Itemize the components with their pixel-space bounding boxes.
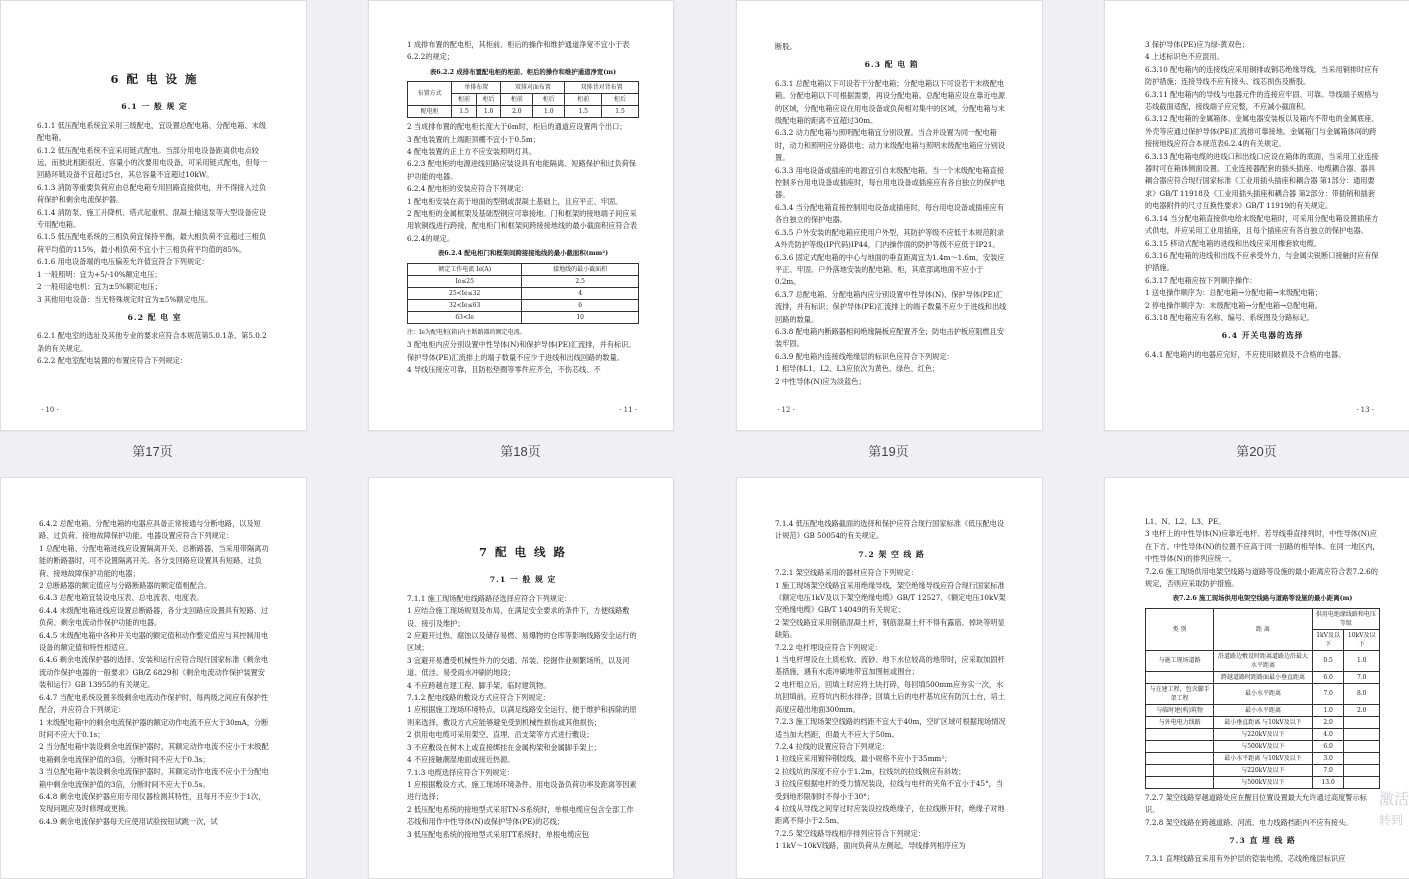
page-number: · 12 · [777,406,795,414]
table-header: 双排对面布置 [501,82,565,94]
section-title: 7.2 架 空 线 路 [858,549,925,559]
activation-watermark [1379,790,1409,830]
text-line: 6.4.8 剩余电流保护器应用专用仪器检测其特性，且每月不应少于1次，发现问题应及时修理或更换。 [39,791,266,814]
text-line: 2 拉线坑的深度不应小于1.2m，拉线坑的拉线侧应有斜坡； [775,766,966,776]
text-line: 6.3.8 配电箱内断路器相间绝缘隔板应配置齐全；防电击护板应阻燃且安装牢固。 [775,326,1005,349]
text-line: 3 不应敷设在树木上或直接绑挂在金属构架和金属脚手架上； [407,742,601,752]
text-line: 3 当总配电箱中装设剩余电流保护器时，其额定动作电流不应小于分配电箱中剩余电流保护值的3倍，分断时间不应大于0.5s。 [39,767,269,789]
text-line: 6.3.18 配电箱应有名称、编号、系统图及分路标记。 [1145,312,1314,322]
table-cell: 10 [522,311,639,323]
table-cell [1344,776,1380,788]
table-cell: 13.0 [1312,776,1344,788]
data-table [407,81,639,118]
table-cell: 2.0 [1312,716,1344,728]
table-cell: 1.0 [1344,650,1380,671]
text-line: 4 拉线从导线之间穿过时应装设拉线绝缘子，在拉线断开时，绝缘子对地距离不得小于2.5m。 [775,803,1005,826]
text-line: 2 配电柜的金属框架及基础型钢应可靠接地。门和框架的接地端子间应采用软铜线进行跨接，配电柜门和框架间跨接接地线的最小截面积应符合表6.2.4的规定。 [407,209,638,243]
table-header: 类 别 [1146,608,1214,650]
text-line: 2 供用电电缆可采用架空、直埋、沿支架等方式进行敷设； [407,730,594,740]
table-header: 柜前 [501,94,533,106]
text-line: 3 拉线应根据电杆的受力情况装设，拉线与电杆的夹角不宜小于45°，当受到地形限制时不得小于30°； [775,779,1004,801]
section-title: 7.3 直 埋 线 路 [1229,836,1296,846]
text-line: 6.3.17 配电箱应按下列顺序操作： [1145,275,1257,285]
data-table [407,263,639,324]
text-line: 3 电杆上的中性导体(N)应靠近电杆。若导线垂直排列时，中性导体(N)应在下方。中性导体(N)的位置不应高于同一回路的相导体。在同一地区内，中性导体(N)的排列应统一。 [1145,529,1380,564]
watermark-line: 激活 [1378,791,1409,808]
text-line: 6.1.2 低压配电系统不宜采用链式配电。当部分用电设备距离供电点较远，而彼此相距很近、容量小的次要用电设备，可采用链式配电，但每一回路环链设备不宜超过5台，其总容量不宜超过10kW。 [37,145,268,180]
table-cell [1146,764,1214,776]
text-line: 6.3.5 户外安装的配电箱应使用户外型，其防护等级不应低于本规范附录A外壳防护等级(IP代码)IP44，门内操作面的防护等级不应低于IP21。 [775,227,1005,250]
table-header: 布置方式 [408,82,452,106]
table-cell [1146,671,1214,683]
table-header: 柜前 [565,94,602,106]
text-line: 2 当成排布置的配电柜长度大于6m时，柜后的通道应设置两个出口； [407,122,627,132]
table-header: 供用电绝缘线路和电压等级 [1312,608,1379,629]
table-cell: 沿道路边敷设时距离道路边沿最大水平距离 [1214,650,1313,671]
table-row [1146,704,1380,716]
table-cell: 与500kV及以下 [1214,776,1313,788]
table-cell: 1.5 [452,106,477,118]
text-line: 2 停电操作顺序为：末级配电箱→分配电箱→总配电箱。 [1145,300,1323,310]
text-line: 1 1kV～10kV线路，面向负荷从左侧起，导线排列相序应为 [775,841,966,851]
table-cell: 与220kV及以下 [1214,728,1313,740]
text-line: 6.4.4 末级配电箱进线应设置总断路器，各分支回路应设置具有短路、过负荷、剩余电流动作保护功能的电器。 [39,605,269,628]
text-line: 6.1.1 低压配电系统宜采用三级配电，宜设置总配电箱、分配电箱、末级配电箱。 [37,120,267,143]
text-line: 6.3.15 移动式配电箱的进线和出线应采用橡套软电缆。 [1145,238,1322,248]
text-line: 1 一般照明：宜为+5/-10%额定电压； [37,269,162,279]
text-line: 3 保护导体(PE)应为绿-黄双色； [1145,40,1250,49]
text-line: 6.3.2 动力配电箱与照明配电箱宜分别设置。当合并设置为同一配电箱时，动力和照明应分路供电；动力末级配电箱与照明末级配电箱应分别设置。 [775,128,1006,163]
page-thumbnail-24[interactable] [1104,477,1409,879]
text-line: 2 当分配电箱中装设剩余电流保护器时，其额定动作电流不应小于末级配电箱剩余电流保护值的3倍，分断时间不应大于0.3s； [39,742,269,764]
section-title: 6.2 配 电 室 [127,312,182,322]
page-label: 第19页 [868,444,909,459]
text-line: 6.3.7 总配电箱、分配电箱内应分别设置中性导体(N)、保护导体(PE)汇流排，并有标识；保护导体(PE)汇流排上的端子数量不应少于进线和出线回路的数量。 [775,289,1007,324]
table-caption: 表6.2.4 配电柜门和框架间跨接接地线的最小截面积(mm²) [437,249,609,258]
text-line: 2 中性导体(N)应为淡蓝色； [775,376,866,386]
page-label: 第20页 [1236,444,1277,459]
section-title: 6.1 一 般 规 定 [121,102,188,112]
text-line: 6.3.12 配电箱的金属箱体、金属电器安装板以及箱内不带电的金属底座、外壳等应通过保护导体(PE)汇流排可靠接地。金属箱门与金属箱体间的跨接接地线应符合本规范表6.2.4的有关规定。 [1145,114,1379,149]
text-line: 6.4.9 剩余电流保护器每天应使用试验按钮试跳一次，试 [39,816,218,826]
table-cell: 1.5 [565,106,602,118]
text-line: 2 应避开过热、腐蚀以及储存易燃、易爆物的仓库等影响线路安全运行的区域； [407,631,637,653]
text-line: 6.3.13 配电箱电缆的进线口和出线口应设在箱体的底面，当采用工业连接器时可在箱体侧面设置。工业连接器配套的插头插座、电缆耦合器、器具耦合器应符合现行国家标准《工业用插头插座和耦合器 第1部分：通用要求》GB/T 11918及《工业用插头插座和耦合器 第2部分：带插销和插套的电器附件的尺寸互换性要求》GB/T 11919的有关规定。 [1145,151,1379,211]
table-header: 1kV及以下 [1312,629,1344,650]
table-cell [1344,740,1380,752]
table-header: 柜后 [476,94,501,106]
table-header: 柜后 [602,94,639,106]
text-line: 6.2.3 配电柜的电源进线回路应装设具有电能隔离、短路保护和过负荷保护功能的电器。 [407,159,637,181]
table-cell: 最小水平距离 与10kV及以下 [1214,752,1313,764]
table-cell: 0.5 [1312,650,1344,671]
text-line: 6.2.2 配电室配电装置的布置应符合下列规定： [37,356,187,366]
text-line: 1 应结合施工现场规划及布局，在满足安全要求的条件下，方便线路敷设、接引及维护； [407,606,630,628]
page-thumbnail-17[interactable] [0,0,307,431]
text-line: 1 总配电箱、分配电箱进线应设置隔离开关、总断路器，当采用带隔离功能的断路器时，可不设置隔离开关。各分支回路应设置具有短路、过负荷、接地故障保护功能的电器； [39,543,269,578]
text-line: 1 末级配电箱中的剩余电流保护器的额定动作电流不应大于30mA，分断时间不应大于0.1s； [39,717,269,739]
text-line: 7.1.1 施工现场配电线路路径选择应符合下列规定： [407,593,572,603]
text-line: 1 配电柜安装在高于地面的型钢或混凝土基础上，且应平正、牢固。 [407,196,623,206]
table-cell [1146,728,1214,740]
text-line: 4 上述标识色不应混用。 [1145,52,1224,62]
page-label: 第17页 [132,444,173,459]
text-line: 6.3.10 配电箱内的连接线应采用铜排或铜芯绝缘导线，当采用铜排时应有防护措施；连接导线不应有接头、线芯损伤及断股。 [1145,64,1379,87]
text-line: 7.1.2 配电线路的敷设方式应符合下列规定： [407,693,550,703]
table-row [1146,764,1380,776]
page-thumbnail-22[interactable] [368,477,674,879]
table-header: 柜前 [452,94,477,106]
table-note: 注：Ie为配电柜(箱)内主断路器的额定电流。 [407,328,526,336]
table-cell: 6.0 [1312,740,1344,752]
text-line: 6.3.3 用电设备或插座的电源宜引自末级配电箱，当一个末级配电箱直接控制多台用电设备或插座时，每台用电设备或插座应有各自独立的保护电器。 [775,165,1006,200]
table-cell: 与500kV及以下 [1214,740,1313,752]
text-line: 6.1.6 用电设备端的电压偏差允许值宜符合下列规定： [37,257,209,267]
text-line: 6.4.1 配电箱内的电器应完好，不应使用破损及不合格的电器。 [1145,349,1346,359]
table-row [1146,683,1380,704]
text-line: 4 导线压接应可靠，且防松垫圈等零件应齐全，不伤芯线、不 [407,364,601,374]
text-line: 1 施工现场架空线路宜采用绝缘导线，架空绝缘导线应符合现行国家标准《额定电压1kV及以下架空绝缘电缆》GB/T 12527、《额定电压10kV架空绝缘电缆》GB/T 14049的有关规定； [775,580,1006,615]
text-line: 4 不应跨越在建工程、脚手架、临时建筑物。 [407,680,551,690]
text-line: 7.1.4 低压配电线路截面的选择和保护应符合现行国家标准《低压配电设计规范》GB 50054的有关规定。 [775,519,1005,541]
text-line: 1 送电操作顺序为：总配电箱→分配电箱→末级配电箱； [1145,288,1323,298]
text-line: 6.4.5 末级配电箱中各种开关电器的额定值和动作整定值应与其控制用电设备的额定值和特性相适应。 [39,630,269,653]
text-line: 7.1.3 电缆选择应符合下列规定： [407,767,514,777]
text-line: 6.3.14 当分配电箱直接供电给末级配电箱时，可采用分配电箱设置插座方式供电，并应采用工业用插座，且每个插座应有各自独立的保护电器。 [1145,213,1379,236]
text-line: 6.1.3 消防等重要负荷应由总配电箱专用回路直接供电，并不得接入过负荷保护和剩余电流保护器。 [37,182,267,205]
table-cell: 与外电电力线路 [1146,716,1214,728]
table-cell [1146,752,1214,764]
table-cell: 63<Ie [408,311,522,323]
text-line: 6.4.3 总配电箱宜装设电压表、总电流表、电度表。 [39,593,204,603]
table-cell: 与临时建(构)筑物 [1146,704,1214,716]
text-line: 7.2.2 电杆埋设应符合下列规定： [775,642,882,652]
text-line: 3 其他用电设备：当无特殊规定时宜为±5%额定电压。 [37,294,213,304]
table-cell: 2.0 [501,106,533,118]
text-line: 7.3.1 直埋线路宜采用有外护层的铠装电缆，芯线绝缘层标识应 [1145,854,1346,864]
table-cell: 7.0 [1312,683,1344,704]
table-cell: 2.5 [522,275,639,287]
table-cell [1344,752,1380,764]
table-cell: 与220kV及以下 [1214,764,1313,776]
table-cell: 2.0 [1344,704,1380,716]
table-header: 柜后 [533,94,565,106]
table-cell: 1.0 [1312,704,1344,716]
text-line: 1 相导体L1、L2、L3应依次为黄色、绿色、红色； [775,364,940,374]
section-title: 6.4 开关电器的选择 [1221,331,1304,341]
table-header: 距 离 [1214,608,1313,650]
text-line: 7.2.8 架空线路在跨越道路、河流、电力线路档距内不应有接头。 [1145,817,1353,827]
text-line: 6.3.9 配电箱内连接线绝缘层的标识色应符合下列规定： [775,351,954,361]
text-line: 2 总断路器的额定值应与分路断路器的额定值相配合。 [39,581,212,591]
page-thumbnail-19[interactable] [736,0,1043,431]
section-title: 6.3 配 电 箱 [864,60,919,70]
table-row [1146,776,1380,788]
text-line: 3 低压配电系统的接地型式采用TT系统时，单根电缆应包 [407,829,589,839]
table-cell [1344,716,1380,728]
text-line: 4 配电装置的正上方不应安装照明灯具。 [407,147,537,157]
table-cell: 25<Ie≤32 [408,287,522,299]
table-cell: 1.0 [533,106,565,118]
table-cell: 3.0 [1312,752,1344,764]
text-line: 2 一般用途电机：宜为±5%额定电压； [37,282,162,292]
text-line: 1 成排布置的配电柜，其柜前、柜后的操作和维护通道净宽不宜小于表6.2.2的规定； [407,40,630,62]
chapter-title: 6 配 电 设 施 [110,72,199,86]
table-caption: 表6.2.2 成排布置配电柜的柜前、柜后的操作和维护通道净宽(m) [429,67,617,76]
table-cell: 7.0 [1344,671,1380,683]
watermark-line: 转到 [1378,813,1403,827]
table-cell: 1.0 [476,106,501,118]
text-line: 4 不应接触潮湿地面或接近热源。 [407,755,515,765]
table-cell [1344,764,1380,776]
text-line: 2 电杆组立后，回填土时应将土块打碎，每回填500mm应夯实一次，水坑回填前，应将坑内积水排净；回填土后的电杆基坑应有防沉土台，培土高度应超出地面300mm。 [775,679,1006,714]
text-line: 6.4.2 总配电箱、分配电箱的电器应具备正常接通与分断电路，以及短路、过负荷、接地故障保护功能。电器设置应符合下列规定： [39,519,261,541]
text-line: 6.3.11 配电箱内的导线与电器元件的连接应牢固、可靠。导线端子规格与芯线截面适配，接线端子应完整，不应减小截面积。 [1145,89,1379,112]
table-row [1146,716,1380,728]
table-row [1146,740,1380,752]
page-thumbnail-21[interactable] [0,477,307,879]
text-line: 3 配电柜内应分别设置中性导体(N)和保护导体(PE)汇流排，并有标识。保护导体(PE)汇流排上的端子数量不应少于进线和出线回路的数量。 [407,340,636,362]
text-line: 6.1.4 消防泵、施工升降机、塔式起重机、混凝土输送泵等大型设备应设专用配电箱。 [37,207,267,230]
text-line: 6.4.6 剩余电流保护器的选择、安装和运行应符合现行国家标准《剩余电流动作保护电器的一般要求》GB/Z 6829和《剩余电流动作保护装置安装和运行》GB 13955的有关规定。 [39,655,269,690]
table-cell: 4.0 [1312,728,1344,740]
page-label: 第18页 [500,444,541,459]
table-row [1146,752,1380,764]
page-number: · 13 · [1356,406,1374,414]
text-line: 6.3.4 当分配电箱直接控制用电设备或插座时，每台用电设备或插座应有各自独立的保护电器。 [775,202,1005,225]
section-title: 7.1 一 般 规 定 [489,575,557,585]
text-line: 6.2.4 配电柜的安装应符合下列规定： [407,184,529,194]
table-header: 单排布置 [452,82,501,94]
table-cell: 32<Ie≤63 [408,299,522,311]
table-header: 10kV及以下 [1344,629,1380,650]
text-line: 3 宜避开易遭受机械性外力的交通、吊装、挖掘作业频繁场所，以及河道、低洼、易受雨水冲刷的地段； [407,655,630,678]
table-cell: 4 [522,287,639,299]
text-line: 6.1.5 低压配电系统的三相负荷宜保持平衡，最大相负荷不宜超过三相负荷平均值的115%，最小相负荷不宜小于三相负荷平均值的85%。 [37,232,267,254]
text-line: 2 低压配电系统的接地型式采用TN-S系统时，单根电缆应包含全部工作芯线和用作中性导体(N)或保护导体(PE)的芯线； [407,804,634,827]
page-thumbnail-20[interactable] [1104,0,1409,431]
text-line: 7.2.4 拉线的设置应符合下列规定： [775,741,890,751]
data-table [1145,608,1380,789]
table-cell: 7.0 [1312,764,1344,776]
text-line: 1 应根据施工现场环境特点，以满足线路安全运行、便于维护和拆除的原则来选择，敷设方式应能够避免受到机械性损伤或其他损伤； [407,705,637,727]
table-row [1146,728,1380,740]
page-number: · 10 · [41,406,59,414]
table-cell: 6 [522,299,639,311]
text-line: 7.2.5 架空线路导线相序排列应符合下列规定： [775,828,925,838]
table-header: 双排背对背布置 [565,82,639,94]
table-cell [1146,776,1214,788]
text-line: 6.3.1 总配电箱以下可设若干分配电箱；分配电箱以下可设若干末级配电箱。分配电箱以下可根据需要，再设分配电箱。总配电箱应设在靠近电源的区域，分配电箱应设在用电设备或负荷相对集中的区域，分配电箱与末级配电箱的距离不宜超过30m。 [775,78,1006,126]
text-line: 7.2.1 架空线路采用的器材应符合下列规定： [775,568,918,578]
table-cell: 与施工现场道路 [1146,650,1214,671]
table-cell: 跨越道路时距路面最小垂直距离 [1214,671,1313,683]
text-line: 1 拉线应采用镀锌钢绞线，最小规格不应小于35mm²； [775,754,952,764]
text-line: 6.3.6 固定式配电箱的中心与地面的垂直距离宜为1.4m～1.6m，安装应平正、牢固。户外落地安装的配电箱、柜，其底部离地面不应小于0.2m。 [775,252,1005,287]
table-cell [1146,740,1214,752]
text-line: 6.3.16 配电箱的进线和出线不应承受外力，与金属尖锐断口接触时应有保护措施。 [1145,250,1379,273]
table-cell: 与在建工程，包含脚手架工程 [1146,683,1214,704]
table-cell: 配电柜 [408,106,452,118]
chapter-title: 7 配 电 线 路 [478,545,568,559]
table-cell: 最小垂直距离 与10kV及以下 [1214,716,1313,728]
table-cell: 6.0 [1312,671,1344,683]
text-line: 1 当电杆埋设在土质松软、流砂、地下水位较高的地带时，应采取加固杆基措施，遇有水流冲刷地带宜加围桩或围台； [775,655,1005,677]
page-number: · 11 · [619,406,637,414]
page-thumbnail-18[interactable] [368,0,674,431]
table-header: 额定工作电流 Ie(A) [408,263,522,275]
table-header: 接地线的最小截面积 [522,263,639,275]
table-row [1146,671,1380,683]
text-line: 1 应根据敷设方式、施工现场环境条件、用电设备负荷功率及距离等因素进行选择； [407,779,637,802]
text-line: 3 配电装置的上端距顶棚不宜小于0.5m； [407,134,540,144]
page-thumbnail-23[interactable] [736,477,1043,879]
text-line: 2 架空线路宜采用钢筋混凝土杆，钢筋混凝土杆不得有露筋、掉块等明显缺陷。 [775,617,1005,640]
table-cell: Ie≤25 [408,275,522,287]
text-line: 7.2.6 施工现场供用电架空线路与道路等设施的最小距离应符合表7.2.6的规定，否则应采取防护措施。 [1145,566,1378,589]
table-cell: 1.5 [602,106,639,118]
table-cell: 最小水平距离 [1214,704,1313,716]
text-line: L1、N、L2、L3、PE。 [1145,517,1226,526]
text-line: 断股。 [775,42,797,51]
table-cell: 最小水平距离 [1214,683,1313,704]
text-line: 7.2.3 施工现场架空线路的档距不宜大于40m，空旷区域可根据现场情况适当加大档距，但最大不应大于50m。 [775,717,1006,739]
text-line: 7.2.7 架空线路穿越道路处应在醒目位置设置最大允许通过高度警示标识。 [1145,792,1367,815]
table-cell: 8.0 [1344,683,1380,704]
text-line: 6.2.1 配电室的选址及其他专业的要求应符合本规范第5.0.1条、第5.0.2条的有关规定。 [37,331,267,353]
table-cell [1344,728,1380,740]
text-line: 6.4.7 当配电系统设置多级剩余电流动作保护时，每两级之间应有保护性配合，并应符合下列规定： [39,692,269,715]
table-caption: 表7.2.6 施工现场供用电架空线路与道路等设施的最小距离(m) [1172,594,1353,603]
table-row [1146,650,1380,671]
